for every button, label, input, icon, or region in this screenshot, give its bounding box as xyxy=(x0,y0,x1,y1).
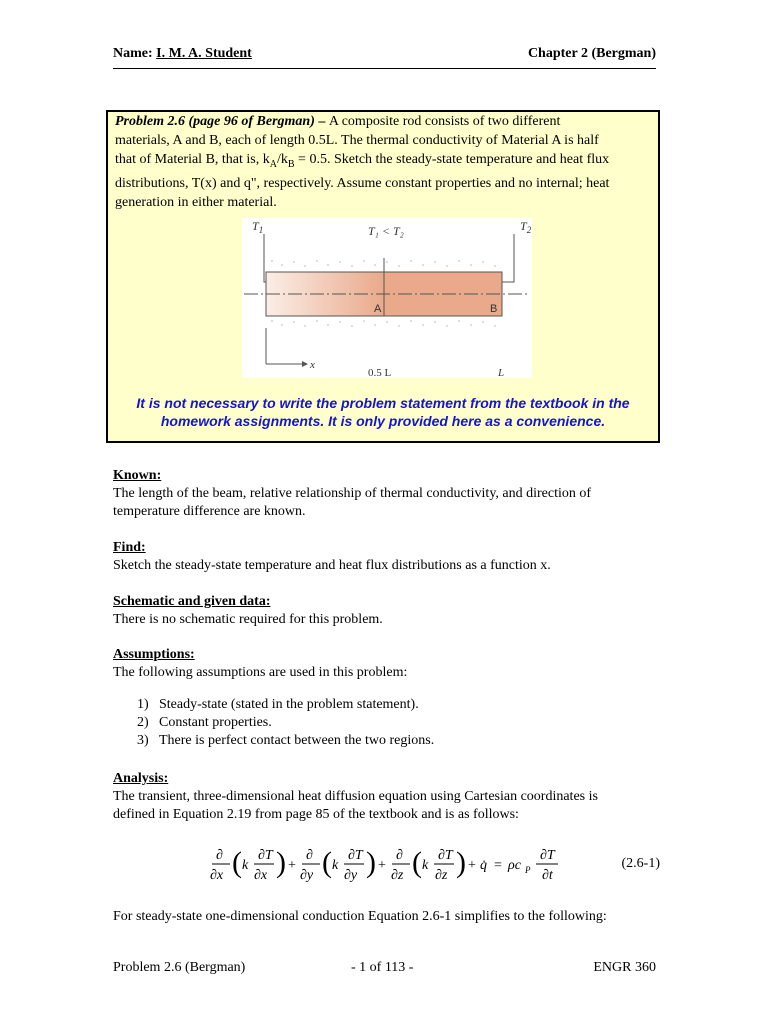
insulation-bottom-dots xyxy=(271,320,496,327)
svg-text:∂: ∂ xyxy=(396,848,403,863)
title-dash: – xyxy=(314,114,329,129)
svg-text:∂T: ∂T xyxy=(258,848,273,863)
subscript-a: A xyxy=(269,158,277,170)
composite-rod-figure xyxy=(242,218,532,378)
svg-text:∂x: ∂x xyxy=(254,868,268,883)
footer-page-number: - 1 of 113 - xyxy=(351,960,414,975)
svg-text:): ) xyxy=(276,846,286,879)
svg-text:ρc: ρc xyxy=(508,858,521,873)
half-length-label: 0.5 L xyxy=(368,367,392,378)
heat-diffusion-equation xyxy=(200,840,660,890)
problem-line-3-start: that of Material B, that is, k xyxy=(115,152,270,167)
schematic-heading: Schematic and given data: xyxy=(113,594,271,609)
svg-text:): ) xyxy=(366,846,376,879)
footer-problem: Problem 2.6 (Bergman) xyxy=(113,960,246,975)
find-section xyxy=(113,539,673,575)
svg-text:=: = xyxy=(494,858,502,873)
problem-statement-box xyxy=(106,110,660,443)
ratio-slash: /k xyxy=(276,152,288,167)
svg-text:∂: ∂ xyxy=(216,848,223,863)
svg-text:∂y: ∂y xyxy=(344,868,358,883)
analysis-after-text: For steady-state one-dimensional conduction Equation 2.6-1 simplifies to the following: xyxy=(113,909,607,924)
svg-text:∂T: ∂T xyxy=(348,848,363,863)
known-section xyxy=(113,467,673,521)
find-text: Sketch the steady-state temperature and heat flux distributions as a function x. xyxy=(113,558,551,573)
item-text: Constant properties. xyxy=(159,715,272,730)
list-item xyxy=(137,714,673,732)
svg-text:(: ( xyxy=(322,846,332,879)
schematic-section xyxy=(113,593,673,629)
note-line-2: homework assignments. It is only provided here as a convenience. xyxy=(160,413,606,429)
problem-line-1: A composite rod consists of two different xyxy=(328,114,561,129)
problem-line-3-end: = 0.5. Sketch the steady-state temperature and heat flux xyxy=(294,152,610,167)
assumptions-list xyxy=(113,696,673,750)
analysis-heading: Analysis: xyxy=(113,771,169,786)
x-axis-arrowhead xyxy=(302,361,308,367)
known-line-2: temperature difference are known. xyxy=(113,504,306,519)
analysis-line-1: The transient, three-dimensional heat diffusion equation using Cartesian coordinates is xyxy=(113,789,598,804)
known-line-1: The length of the beam, relative relationship of thermal conductivity, and direction of xyxy=(113,486,592,501)
svg-text:∂t: ∂t xyxy=(542,868,553,883)
item-number: 3) xyxy=(137,733,149,748)
list-item xyxy=(137,732,673,750)
temperature-condition: T₁ < T₂ xyxy=(368,224,404,238)
equation-graphic xyxy=(210,840,570,890)
problem-title: Problem 2.6 (page 96 of Bergman) xyxy=(115,114,315,129)
analysis-section xyxy=(113,770,673,824)
svg-text:): ) xyxy=(456,846,466,879)
svg-text:P: P xyxy=(525,865,531,875)
svg-text:(: ( xyxy=(412,846,422,879)
item-number: 2) xyxy=(137,715,149,730)
name-value: I. M. A. Student xyxy=(156,46,252,61)
assumptions-section xyxy=(113,646,673,750)
problem-line-4: distributions, T(x) and q", respectively. Assume constant properties and no internal; heat xyxy=(115,175,610,191)
student-name xyxy=(113,46,252,62)
svg-text:+: + xyxy=(468,858,476,873)
svg-text:∂T: ∂T xyxy=(540,848,555,863)
find-heading: Find: xyxy=(113,540,146,555)
t2-lead-line xyxy=(502,234,514,282)
svg-text:∂z: ∂z xyxy=(435,868,448,883)
assumptions-intro: The following assumptions are used in this problem: xyxy=(113,665,408,680)
length-label: L xyxy=(498,367,505,378)
schematic-text: There is no schematic required for this problem. xyxy=(113,612,383,627)
svg-text:∂: ∂ xyxy=(306,848,313,863)
svg-text:∂z: ∂z xyxy=(391,868,404,883)
list-item xyxy=(137,696,673,714)
label-b: B xyxy=(490,303,498,315)
item-text: There is perfect contact between the two regions. xyxy=(159,733,435,748)
svg-text:∂y: ∂y xyxy=(300,868,314,883)
svg-text:k: k xyxy=(422,858,429,873)
svg-text:k: k xyxy=(332,858,339,873)
x-axis-label: x xyxy=(310,359,315,371)
svg-text:∂x: ∂x xyxy=(210,868,224,883)
t1-label: $T_1$ xyxy=(252,219,264,235)
analysis-continuation xyxy=(113,908,673,926)
svg-text:∂T: ∂T xyxy=(438,848,453,863)
equation-number: (2.6-1) xyxy=(621,856,660,871)
chapter-label: Chapter 2 (Bergman) xyxy=(527,46,656,61)
subscript-b: B xyxy=(287,158,295,170)
svg-text:+: + xyxy=(288,858,296,873)
footer-course: ENGR 360 xyxy=(593,960,656,975)
problem-text xyxy=(115,112,655,212)
item-number: 1) xyxy=(137,697,149,712)
svg-text:(: ( xyxy=(232,846,242,879)
problem-line-5: generation in either material. xyxy=(115,194,277,210)
svg-text:+: + xyxy=(378,858,386,873)
name-label: Name: xyxy=(113,46,153,61)
page-header xyxy=(113,46,656,69)
label-a: A xyxy=(374,303,382,315)
item-text: Steady-state (stated in the problem statement). xyxy=(159,697,419,712)
convenience-note xyxy=(108,394,658,430)
svg-text:q̇: q̇ xyxy=(480,858,487,873)
analysis-line-2: defined in Equation 2.19 from page 85 of the textbook and is as follows: xyxy=(113,807,519,822)
note-line-1: It is not necessary to write the problem statement from the textbook in the xyxy=(136,395,630,411)
problem-line-2: materials, A and B, each of length 0.5L. The thermal conductivity of Material A is half xyxy=(115,133,599,148)
t2-label: $T_2$ xyxy=(520,219,532,235)
assumptions-heading: Assumptions: xyxy=(113,647,195,662)
known-heading: Known: xyxy=(113,468,162,483)
svg-text:k: k xyxy=(242,858,249,873)
